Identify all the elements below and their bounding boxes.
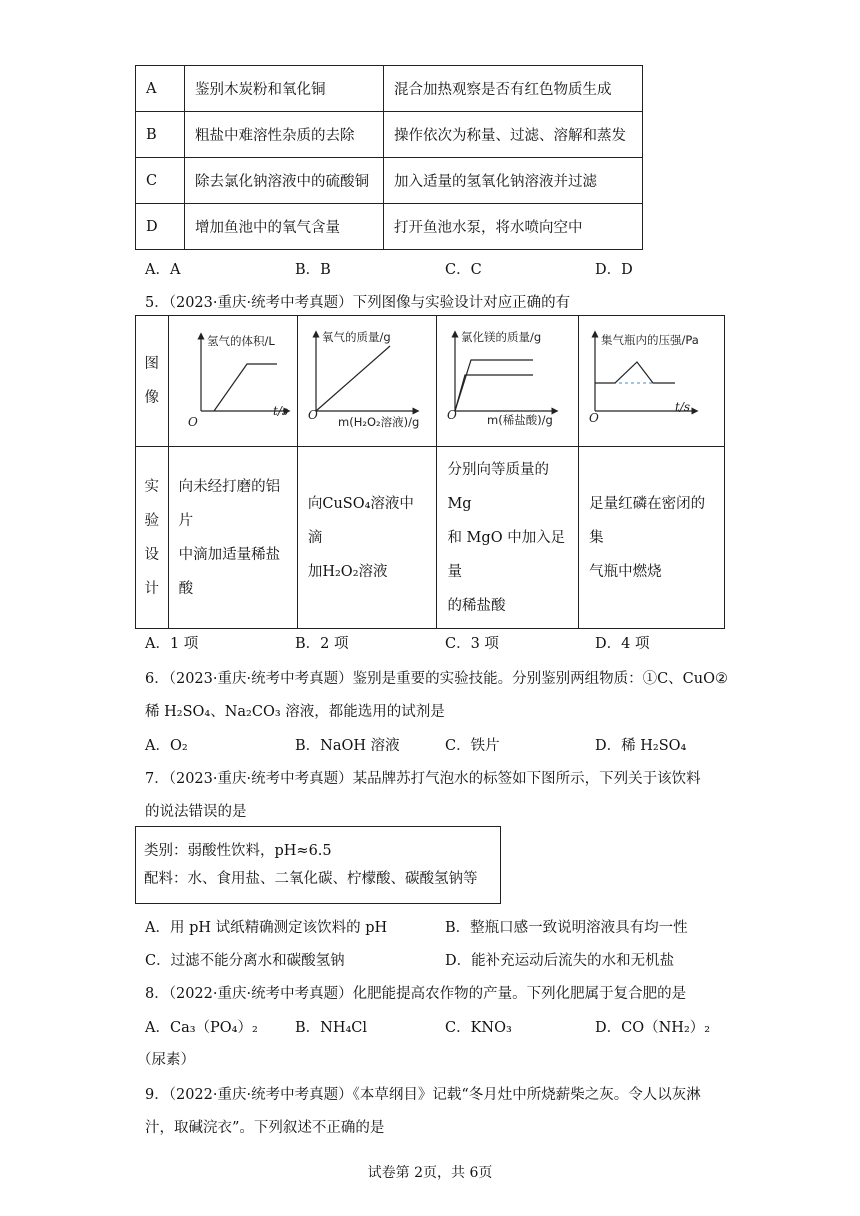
svg-text:m(稀盐酸)/g: m(稀盐酸)/g <box>487 413 554 427</box>
svg-text:m(H₂O₂溶液)/g: m(H₂O₂溶液)/g <box>337 415 420 429</box>
q7-option-c: C．过滤不能分离水和碳酸氢钠 <box>145 953 345 969</box>
q6-option-a: A．O₂ <box>145 738 188 754</box>
design-3: 分别向等质量的 Mg 和 MgO 中加入足 量 的稀盐酸 <box>437 447 579 629</box>
option-label: D <box>136 204 185 250</box>
svg-text:氯化镁的质量/g: 氯化镁的质量/g <box>461 330 542 344</box>
q4-option-a: A．A <box>145 262 181 278</box>
drink-label-box <box>135 826 501 904</box>
drink-label-ingredients: 配料：水、食用盐、二氧化碳、柠檬酸、碳酸氢钠等 <box>144 871 478 887</box>
graph-4 <box>579 316 719 442</box>
design-4: 足量红磷在密闭的 集 气瓶中燃烧 <box>579 447 725 629</box>
q8-option-d: D．CO（NH₂）₂ <box>595 1020 711 1036</box>
design-1: 向未经打磨的铝 片 中滴加适量稀盐 酸 <box>168 447 297 629</box>
q9-line-2: 汁，取碱浣衣”。下列叙述不正确的是 <box>145 1120 385 1136</box>
graph-2-cell <box>297 316 437 447</box>
svg-text:氢气的体积/L: 氢气的体积/L <box>206 334 275 348</box>
graph-3-cell <box>437 316 579 447</box>
q8-option-a: A．Ca₃（PO₄）₂ <box>145 1020 258 1036</box>
q7-option-b: B．整瓶口感一致说明溶液具有均一性 <box>445 920 688 936</box>
q5-option-d: D．4 项 <box>595 636 650 652</box>
option-label: C <box>136 158 185 204</box>
svg-text:O: O <box>187 415 198 429</box>
q8-note: （尿素） <box>137 1052 195 1068</box>
page-footer: 试卷第 2页，共 6页 <box>367 1165 493 1181</box>
q4-option-b: B．B <box>295 262 331 278</box>
option-label: B <box>136 112 185 158</box>
svg-text:O: O <box>307 408 318 422</box>
row-label-design: 实 验 设 计 <box>136 447 169 629</box>
q5-table <box>135 315 725 629</box>
design-cell: 混合加热观察是否有红色物质生成 <box>384 66 643 112</box>
purpose-cell: 增加鱼池中的氧气含量 <box>185 204 384 250</box>
q6-line-2: 稀 H₂SO₄、Na₂CO₃ 溶液，都能选用的试剂是 <box>145 704 445 720</box>
row-label-image: 图 像 <box>136 316 169 447</box>
q4-option-d: D．D <box>595 262 633 278</box>
svg-text:O: O <box>589 411 599 425</box>
table-row <box>136 66 643 112</box>
svg-text:t/s: t/s <box>272 404 288 418</box>
q5-option-a: A．1 项 <box>145 636 199 652</box>
drink-label-category: 类别：弱酸性饮料，pH≈6.5 <box>144 843 332 859</box>
q5-stem: 5．（2023·重庆·统考中考真题）下列图像与实验设计对应正确的有 <box>145 295 571 311</box>
purpose-cell: 除去氯化钠溶液中的硫酸铜 <box>185 158 384 204</box>
graph-2 <box>298 316 432 442</box>
q6-line-1: 6．（2023·重庆·统考中考真题）鉴别是重要的实验技能。分别鉴别两组物质：①C、CuO② <box>145 671 729 687</box>
q7-line-1: 7．（2023·重庆·统考中考真题）某品牌苏打气泡水的标签如下图所示，下列关于该饮料 <box>145 771 701 787</box>
graph-1 <box>169 316 293 442</box>
table-row <box>136 112 643 158</box>
q5-option-b: B．2 项 <box>295 636 349 652</box>
q6-option-d: D．稀 H₂SO₄ <box>595 738 687 754</box>
option-label: A <box>136 66 185 112</box>
purpose-cell: 粗盐中难溶性杂质的去除 <box>185 112 384 158</box>
q8-stem: 8．（2022·重庆·统考中考真题）化肥能提高农作物的产量。下列化肥属于复合肥的是 <box>145 986 687 1002</box>
svg-text:O: O <box>447 408 458 422</box>
svg-text:氧气的质量/g: 氧气的质量/g <box>321 330 391 344</box>
graph-3 <box>437 316 573 442</box>
q7-option-a: A．用 pH 试纸精确测定该饮料的 pH <box>145 920 388 936</box>
q8-option-b: B．NH₄Cl <box>295 1020 368 1036</box>
graph-4-cell <box>579 316 725 447</box>
table-row <box>136 204 643 250</box>
svg-text:t/s: t/s <box>675 400 691 414</box>
q7-option-d: D．能补充运动后流失的水和无机盐 <box>445 953 675 969</box>
q9-line-1: 9．（2022·重庆·统考中考真题）《本草纲目》记载“冬月灶中所烧薪柴之灰。令人以灰淋 <box>145 1087 701 1103</box>
purpose-cell: 鉴别木炭粉和氧化铜 <box>185 66 384 112</box>
svg-text:集气瓶内的压强/Pa: 集气瓶内的压强/Pa <box>601 333 699 347</box>
q7-line-2: 的说法错误的是 <box>145 804 247 820</box>
design-cell: 打开鱼池水泵，将水喷向空中 <box>384 204 643 250</box>
table-row <box>136 158 643 204</box>
design-2: 向CuSO₄溶液中滴 加H₂O₂溶液 <box>297 447 437 629</box>
design-cell: 加入适量的氢氧化钠溶液并过滤 <box>384 158 643 204</box>
q8-option-c: C．KNO₃ <box>445 1020 512 1036</box>
q4-option-c: C．C <box>445 262 482 278</box>
q5-option-c: C．3 项 <box>445 636 499 652</box>
design-cell: 操作依次为称量、过滤、溶解和蒸发 <box>384 112 643 158</box>
q4-table <box>135 65 643 250</box>
q6-option-b: B．NaOH 溶液 <box>295 738 400 754</box>
graph-1-cell <box>168 316 297 447</box>
q6-option-c: C．铁片 <box>445 738 500 754</box>
